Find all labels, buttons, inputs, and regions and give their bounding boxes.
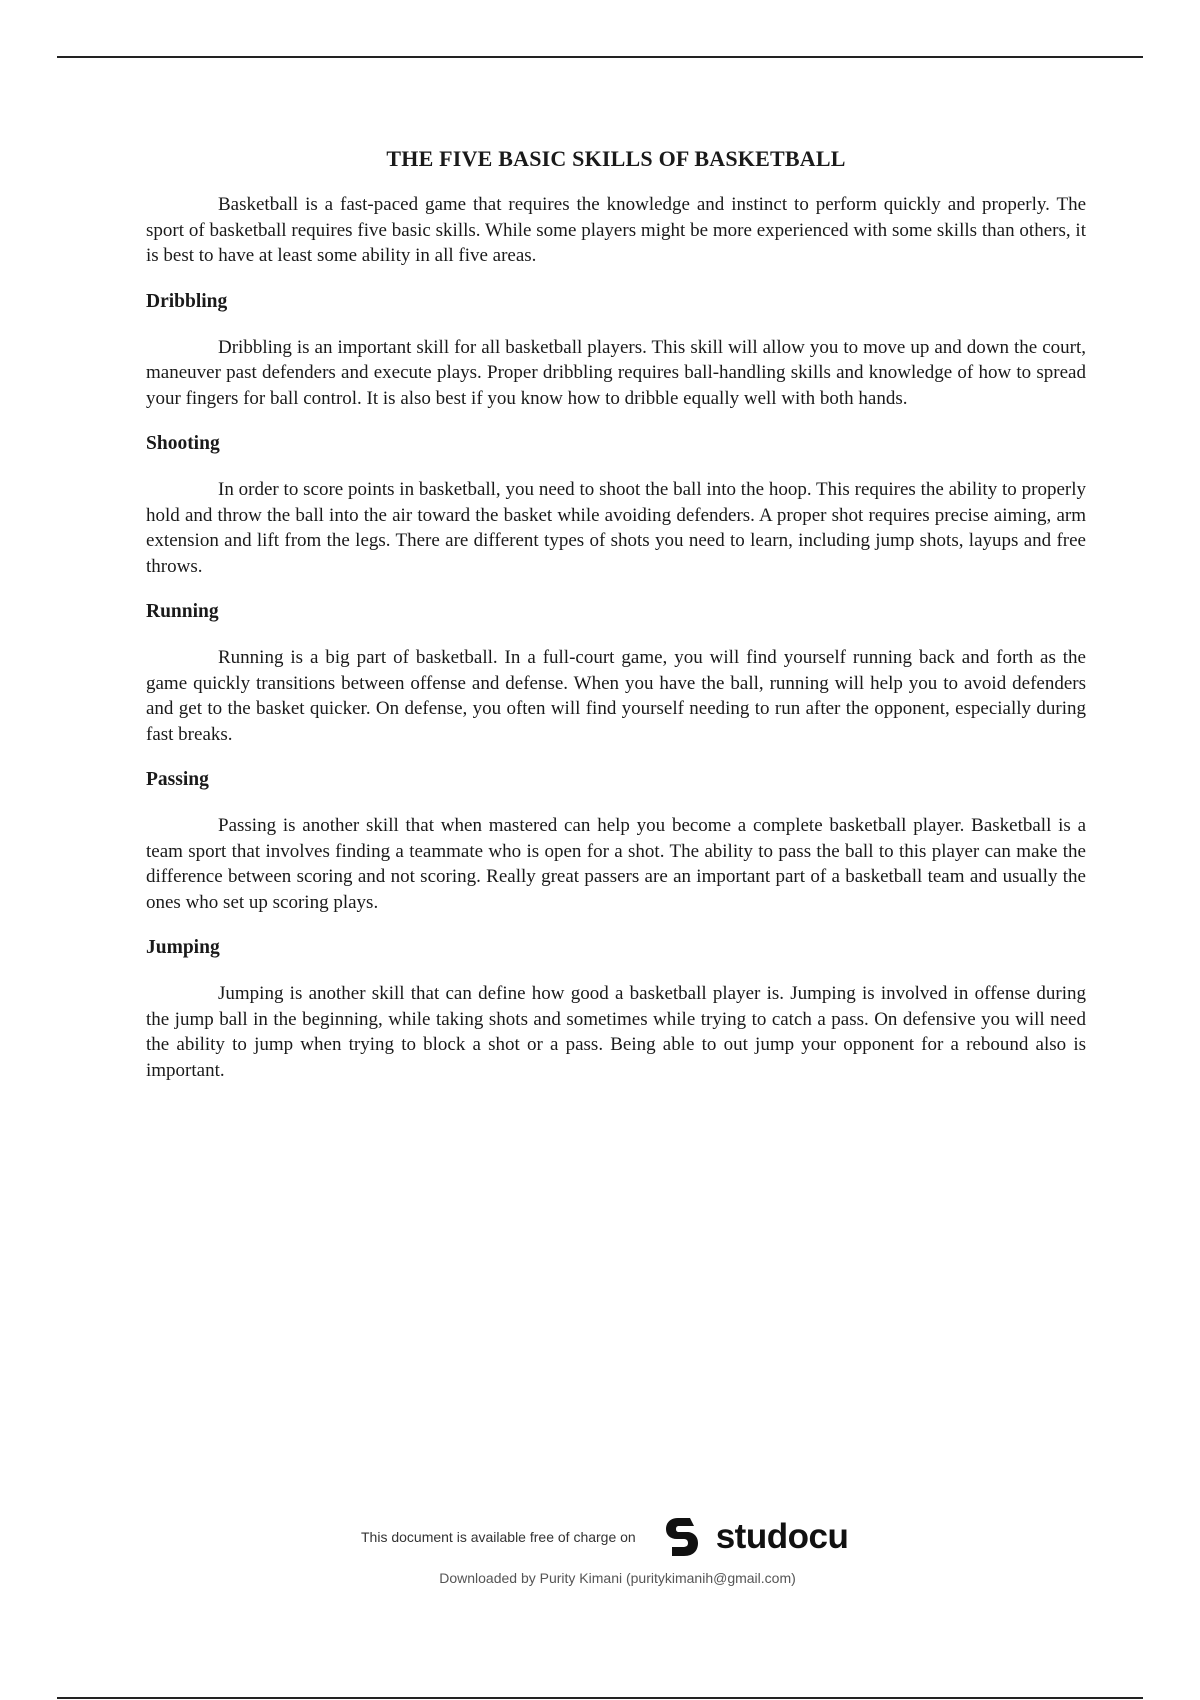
section-jumping: [146, 937, 1086, 1083]
section-dribbling: [146, 291, 1086, 412]
section-paragraph: Jumping is another skill that can define how good a basketball player is. Jumping is involved in offense during the jump ball in the beginning, while taking shots and sometimes while trying to catch a pass. On defensive you will need the ability to jump when trying to block a shot or a pass. Being able to out jump your opponent for a rebound also is important.: [146, 983, 1086, 1081]
section-paragraph: Dribbling is an important skill for all basketball players. This skill will allow you to move up and down the court, maneuver past defenders and execute plays. Proper dribbling requires ball-handling skills and knowledge of how to spread your fingers for ball control. It is also best if you know how to dribble equally well with both hands.: [146, 336, 1086, 409]
availability-note: This document is available free of charge on: [361, 1529, 636, 1545]
studocu-logo-icon: [660, 1512, 710, 1562]
section-heading: Running: [146, 601, 219, 622]
footer-availability: [361, 1510, 848, 1564]
studocu-brand-link[interactable]: [660, 1512, 849, 1562]
brand-name: studocu: [715, 1517, 849, 1556]
section-paragraph: Passing is another skill that when mastered can help you become a complete basketball player. Basketball is a team sport that involves finding a teammate who is open for a shot. The ability to pass the ball to this player can make the difference between scoring and not scoring. Really great passers are an important part of a basketball team and usually the ones who set up scoring plays.: [146, 815, 1086, 913]
top-divider: [57, 56, 1143, 58]
intro-paragraph: Basketball is a fast-paced game that requires the knowledge and instinct to perform quickly and properly. The sport of basketball requires five basic skills. While some players might be more experienced with some skills than others, it is best to have at least some ability in all five areas.: [146, 194, 1086, 266]
section-running: [146, 601, 1086, 747]
section-shooting: [146, 433, 1086, 579]
section-paragraph: In order to score points in basketball, you need to shoot the ball into the hoop. This requires the ability to properly hold and throw the ball into the air toward the basket while avoiding defenders. A proper shot requires precise aiming, arm extension and lift from the legs. There are different types of shots you need to learn, including jump shots, layups and free throws.: [146, 479, 1086, 577]
downloaded-by: Downloaded by Purity Kimani (puritykimanih@gmail.com): [439, 1570, 796, 1586]
document-body: [146, 146, 1086, 1105]
section-heading: Dribbling: [146, 290, 228, 312]
section-paragraph: Running is a big part of basketball. In a full-court game, you will find yourself running back and forth as the game quickly transitions between offense and defense. When you have the ball, running will help you to avoid defenders and get to the basket quicker. On defense, you often will find yourself needing to run after the opponent, especially during fast breaks.: [146, 647, 1086, 745]
document-title: THE FIVE BASIC SKILLS OF BASKETBALL: [386, 146, 846, 171]
section-heading: Shooting: [146, 433, 220, 454]
bottom-divider: [57, 1697, 1143, 1699]
section-heading: Passing: [146, 769, 209, 790]
section-heading: Jumping: [146, 937, 220, 958]
section-passing: [146, 769, 1086, 915]
